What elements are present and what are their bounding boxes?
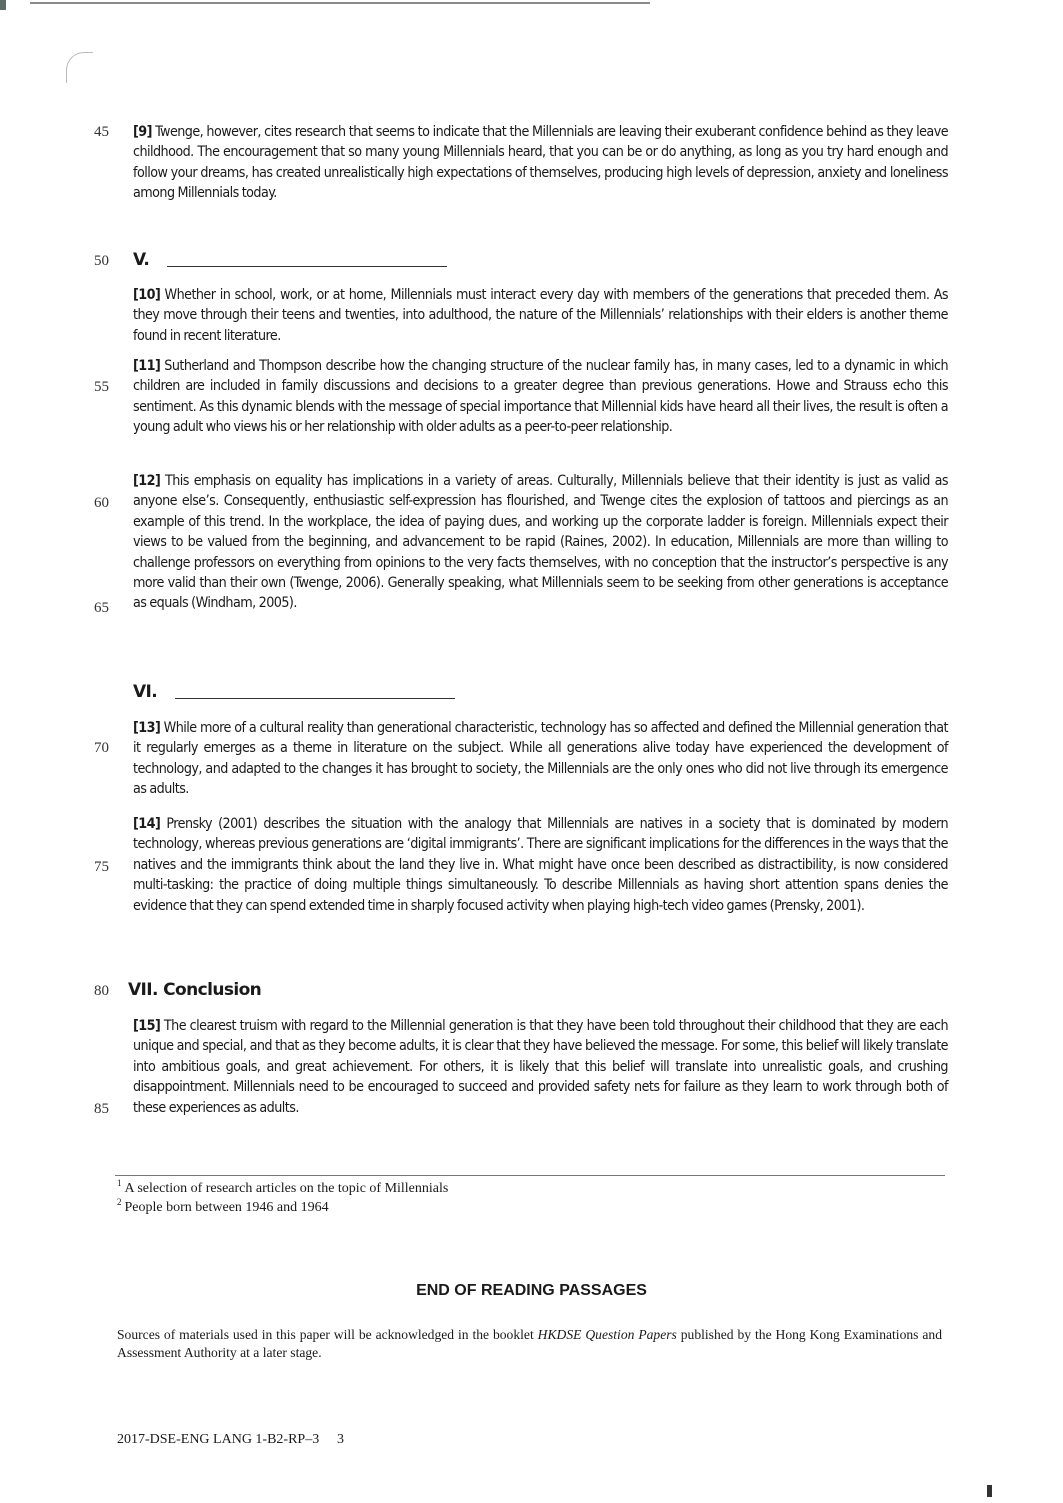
heading-label: VI. [133, 682, 158, 702]
paragraph-number: [15] [133, 1018, 161, 1034]
line-number: 50 [94, 253, 109, 269]
paper-code: 2017-DSE-ENG LANG 1-B2-RP–3 [117, 1432, 320, 1447]
line-number: 70 [94, 740, 109, 756]
paragraph-number: [13] [133, 720, 161, 736]
paragraph-text: While more of a cultural reality than generational characteristic, technology has so affected and defined the Millennial generation that it regularly emerges as a theme in literature on the subject. While all generations alive today have experienced the development of technology, and adapted to the changes it has brought to society, the Millennials are the only ones who did not live through its emergence as adults. [133, 720, 948, 798]
paragraph-text: This emphasis on equality has implications in a variety of areas. Culturally, Millennials believe that their identity is just as valid as anyone else’s. Consequently, enthusiastic self-expression has flourished, and Twenge cites the explosion of tattoos and piercings as an example of this trend. In the workplace, the idea of paying dues, and working up the corporate ladder is foreign. Millennials expect their views to be valued from the beginning, and advancement to be rapid (Raines, 2002). In education, Millennials are more than willing to challenge professors on everything from opinions to the very facts themselves, with no conception that the instructor’s perspective is any more valid than their own (Twenge, 2006). Generally speaking, what Millennials seem to be seeking from other generations is acceptance as equals (Windham, 2005). [133, 473, 948, 612]
top-rule [30, 2, 650, 4]
paragraph-15 [133, 1016, 948, 1118]
sources-text-after: published by the Hong Kong Examinations and Assessment Authority at a later stage. [117, 1327, 942, 1360]
paragraph-14 [133, 814, 948, 916]
paragraph-number: [10] [133, 287, 161, 303]
line-number: 55 [94, 379, 109, 395]
paragraph-number: [12] [133, 473, 161, 489]
scan-edge-mark [987, 1485, 992, 1497]
paragraph-10 [133, 285, 948, 346]
footnote-mark: 1 [117, 1178, 122, 1188]
heading-blank-line [167, 266, 447, 267]
scan-artifact [66, 52, 93, 83]
line-number: 65 [94, 600, 109, 616]
paragraph-text: Prensky (2001) describes the situation with the analogy that Millennials are natives in a society that is dominated by modern technology, whereas previous generations are ‘digital immigrants’. There are significant implications for the differences in the ways that the natives and the immigrants think about the land they live in. What might have once been described as distractibility, is now considered multi-tasking: the practice of doing multiple things simultaneously. To describe Millennials as having short attention spans denies the evidence that they can spend extended time in sharply focused activity when playing high-tech video games (Prensky, 2001). [133, 816, 948, 914]
sources-text-before: Sources of materials used in this paper will be acknowledged in the booklet [117, 1327, 538, 1342]
page-number: 3 [337, 1432, 344, 1447]
line-number: 80 [94, 983, 109, 999]
end-of-passages-title: END OF READING PASSAGES [416, 1282, 647, 1299]
paragraph-number: [14] [133, 816, 161, 832]
paragraph-text: Sutherland and Thompson describe how the changing structure of the nuclear family has, in many cases, led to a dynamic in which children are included in family discussions and decisions to a greater degree than previous generations. Howe and Strauss echo this sentiment. As this dynamic blends with the message of special importance that Millennial kids have heard all their lives, the result is often a young adult who views his or her relationship with older adults as a peer-to-peer relationship. [133, 358, 948, 436]
line-number: 75 [94, 859, 109, 875]
heading-label: V. [133, 250, 150, 270]
paragraph-11 [133, 356, 948, 438]
paragraph-text: The clearest truism with regard to the Millennial generation is that they have been told throughout their childhood that they are each unique and special, and that as they become adults, it is clear that they have believed the message. For some, this belief will likely translate into ambitious goals, and great achievement. For others, it is likely that this belief will translate into unrealistic goals, and crushing disappointment. Millennials need to be encouraged to succeed and provided safety nets for failure as they learn to work through both of these experiences as adults. [133, 1018, 948, 1116]
paragraph-13 [133, 718, 948, 800]
sources-booklet-title: HKDSE Question Papers [537, 1327, 677, 1342]
footnote-text: People born between 1946 and 1964 [124, 1200, 329, 1215]
paragraph-text: Whether in school, work, or at home, Millennials must interact every day with members of the generations that preceded them. As they move through their teens and twenties, into adulthood, the nature of the Millennials’ relationships with their elders is another theme found in recent literature. [133, 287, 948, 344]
footnote-text: A selection of research articles on the topic of Millennials [124, 1181, 449, 1196]
heading-blank-line [175, 698, 455, 699]
footnote-rule [115, 1175, 945, 1176]
section-heading-v [133, 250, 447, 270]
footnote-mark: 2 [117, 1197, 122, 1207]
line-number: 60 [94, 495, 109, 511]
paragraph-12 [133, 471, 948, 614]
sources-note [117, 1326, 942, 1362]
section-heading-vi [133, 682, 455, 702]
footnote-2 [117, 1197, 329, 1216]
paragraph-text: Twenge, however, cites research that seems to indicate that the Millennials are leaving their exuberant confidence behind as they leave childhood. The encouragement that so many young Millennials heard, that you can be or do anything, as long as you try hard enough and follow your dreams, has created unrealistically high expectations of themselves, producing high levels of depression, anxiety and loneliness among Millennials today. [133, 124, 948, 202]
paragraph-number: [9] [133, 124, 152, 140]
scan-corner-mark [0, 0, 6, 10]
paragraph-9 [133, 122, 948, 204]
line-number: 85 [94, 1101, 109, 1117]
paragraph-number: [11] [133, 358, 161, 374]
section-heading-conclusion: VII. Conclusion [128, 980, 262, 1000]
footnote-1 [117, 1178, 448, 1197]
line-number: 45 [94, 124, 109, 140]
